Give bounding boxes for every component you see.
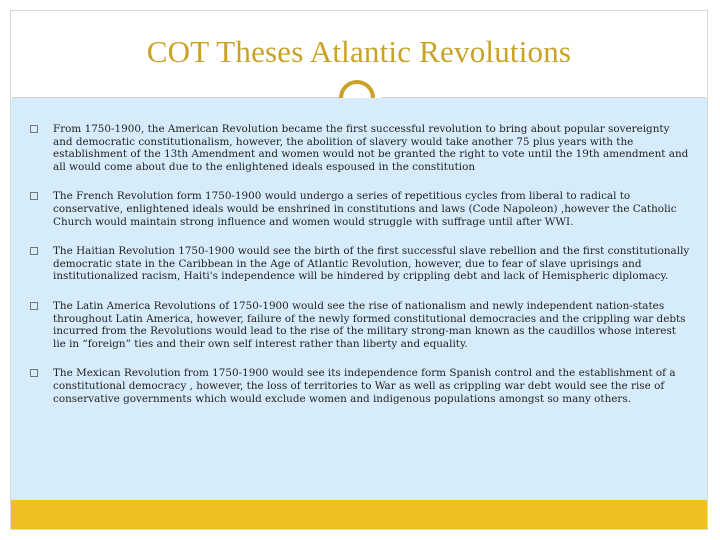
bullet-text: The Latin America Revolutions of 1750-1900 would see the rise of nationalism and newly independent nation-states throughout Latin America, however, failure of the newly formed constitutional democracies and the crippling war debts incurred from the Revolutions would lead to the rise of the military strong-man known as the caudillos whose interest lie in “foreign” ties and their own self interest rather than liberty and equality. (53, 299, 686, 350)
bullet-item (30, 245, 692, 283)
bullet-text: The Mexican Revolution from 1750-1900 would see its independence form Spanish control and the establishment of a constitutional democracy , however, the loss of territories to War as well as crippling war debt would see the rise of conservative governments which would exclude women and indigenous populations amongst so many others. (53, 367, 676, 405)
bullet-text: The Haitian Revolution 1750-1900 would see the birth of the first successful slave rebellion and the first constitutionally democratic state in the Caribbean in the Age of Atlantic Revolution, however, due to fear of slave uprisings and institutionalized racism, Haiti's independence will be hindered by crippling debt and lack of Hemispheric diplomacy. (53, 245, 690, 283)
bullet-list (30, 123, 692, 405)
bullet-item (30, 123, 692, 173)
bullet-item (30, 190, 692, 228)
bullet-item (30, 300, 692, 350)
footer-bar (11, 500, 707, 529)
bullet-text: From 1750-1900, the American Revolution became the first successful revolution to bring about popular sovereignty and democratic constitutionalism, however, the abolition of slavery would take another 75 plus years with the establishment of the 13th Amendment and women would not be granted the right to vote until the 19th amendment and all would come about due to the enlightened ideals espoused in the constitution (53, 123, 689, 173)
square-bullet-icon (30, 247, 38, 255)
square-bullet-icon (30, 192, 38, 200)
square-bullet-icon (30, 302, 38, 310)
square-bullet-icon (30, 125, 38, 133)
bullet-text: The French Revolution form 1750-1900 would undergo a series of repetitious cycles from liberal to radical to conservative, enlightened ideals would be enshrined in constitutions and laws (Code Napoleon) ,however the Catholic Church would maintain strong influence and women would struggle with suffrage until after WWI. (53, 190, 677, 228)
square-bullet-icon (30, 369, 38, 377)
slide-title: COT Theses Atlantic Revolutions (146, 34, 572, 69)
bullet-item (30, 367, 692, 405)
